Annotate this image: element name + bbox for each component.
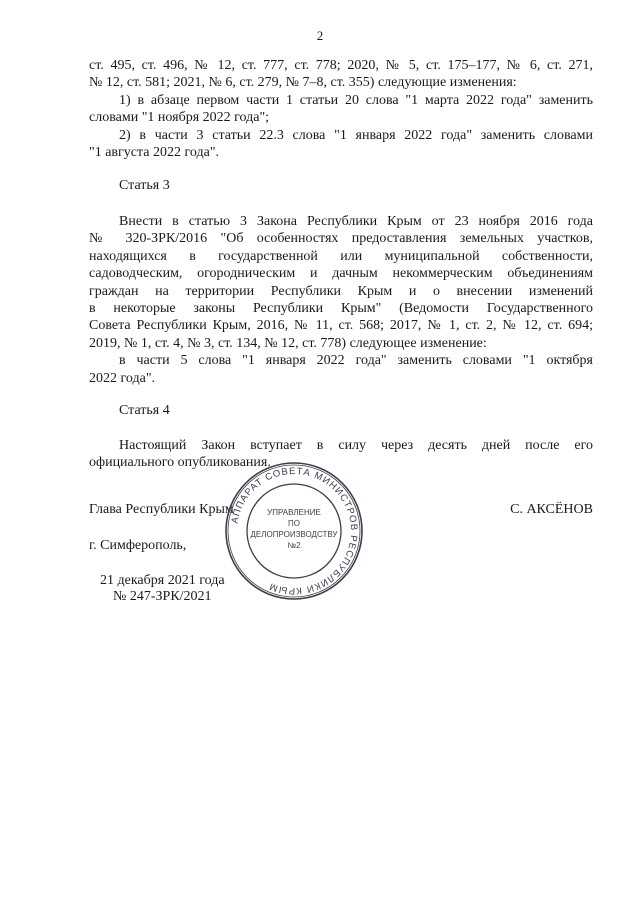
text-line: 2022 года".	[89, 370, 156, 386]
text-line: 1) в абзаце первом части 1 статьи 20 слова "1 марта 2022 года" заменить	[119, 92, 593, 108]
signing-city: г. Симферополь,	[89, 538, 187, 553]
text-line: находящихся в государственной или муниципальной собственности,	[89, 248, 593, 264]
stamp-inner-line: ПО	[288, 519, 300, 528]
stamp-inner-line: №2	[287, 541, 301, 550]
text-line: в некоторые законы Республики Крым" (Ведомости Государственного	[89, 301, 593, 317]
stamp-inner-line: УПРАВЛЕНИЕ	[267, 508, 321, 517]
official-stamp	[223, 460, 365, 602]
text-line: граждан на территории Республики Крым и о внесении изменений	[89, 283, 593, 299]
text-line: № 12, ст. 581; 2021, № 6, ст. 279, № 7–8, ст. 355) следующие изменения:	[89, 75, 517, 91]
paragraph-continuation	[89, 57, 593, 161]
stamp-outer-text: АППАРАТ СОВЕТА МИНИСТРОВ РЕСПУБЛИКИ КРЫМ	[229, 465, 360, 597]
signing-date: 21 декабря 2021 года	[100, 573, 225, 588]
text-line: ст. 495, ст. 496, № 12, ст. 777, ст. 778; 2020, № 5, ст. 175–177, № 6, ст. 271,	[89, 58, 593, 73]
article-4-heading: Статья 4	[119, 403, 170, 418]
text-line: Внести в статью 3 Закона Республики Крым от 23 ноября 2016 года	[119, 214, 593, 229]
text-line: 2019, № 1, ст. 4, № 3, ст. 134, № 12, ст. 778) следующее изменение:	[89, 335, 487, 351]
article-3-text	[89, 213, 593, 387]
stamp-seal-icon	[223, 460, 365, 602]
law-number: № 247-ЗРК/2021	[113, 589, 212, 604]
text-line: Настоящий Закон вступает в силу через десять дней после его	[119, 438, 593, 453]
text-line: словами "1 ноября 2022 года";	[89, 110, 270, 126]
signatory-position: Глава Республики Крым	[89, 502, 234, 517]
text-line: в части 5 слова "1 января 2022 года" заменить словами "1 октября	[119, 353, 593, 369]
text-line: Совета Республики Крым, 2016, № 11, ст. 568; 2017, № 1, ст. 2, № 12, ст. 694;	[89, 318, 593, 334]
text-line: № 320-ЗРК/2016 "Об особенностях предоставления земельных участков,	[89, 231, 593, 247]
page-number: 2	[316, 28, 324, 43]
article-3-heading: Статья 3	[119, 178, 170, 193]
text-line: 2) в части 3 статьи 22.3 слова "1 января 2022 года" заменить словами	[119, 127, 593, 143]
stamp-inner-line: ДЕЛОПРОИЗВОДСТВУ	[250, 530, 338, 539]
signatory-name: С. АКСЁНОВ	[510, 502, 593, 517]
text-line: садоводческим, огородническим и дачным некоммерческим объединениям	[89, 266, 593, 282]
text-line: официального опубликования.	[89, 455, 271, 471]
text-line: "1 августа 2022 года".	[89, 145, 220, 161]
